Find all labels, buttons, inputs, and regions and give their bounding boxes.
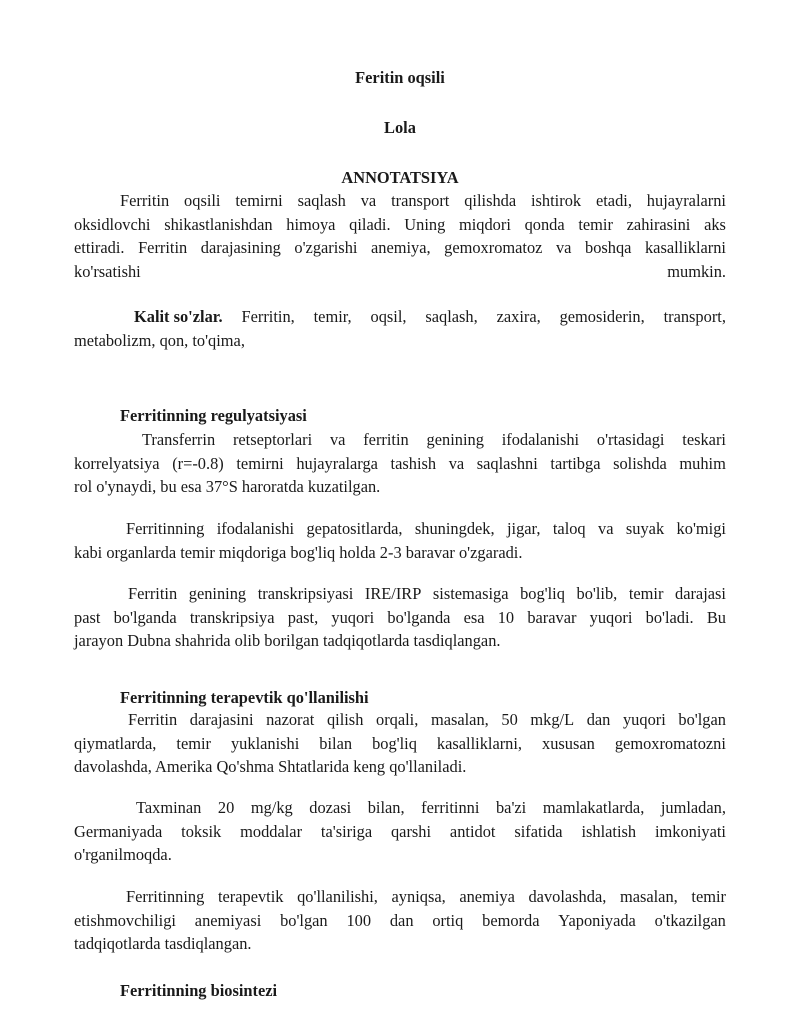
- word: qilish: [326, 710, 364, 729]
- word: esa: [463, 607, 485, 627]
- paragraph-line: tadqiqotlarda tasdiqlangan.: [74, 934, 252, 953]
- keywords-line: metabolizm, qon, to'qima,: [74, 330, 245, 350]
- word: genining: [188, 584, 247, 603]
- word: moddalar: [240, 821, 303, 841]
- word: imkoniyati: [654, 821, 726, 841]
- word: terapevtik: [217, 887, 284, 906]
- word: miqdori: [458, 214, 511, 234]
- word: gepatositlarda,: [306, 519, 403, 538]
- word: kasalliklarni,: [436, 733, 523, 753]
- word: davolashda,: [528, 887, 607, 906]
- paragraph-line: jarayon Dubna shahrida olib borilgan tadqiqotlarda tasdiqlangan.: [74, 631, 501, 650]
- word: hujayralarni: [646, 191, 726, 210]
- word: darajasining: [200, 238, 281, 257]
- word: jigar,: [506, 519, 541, 538]
- word: bo'lganda: [387, 607, 451, 627]
- word: ishtirok: [531, 191, 582, 210]
- paragraph-line: [74, 885, 726, 909]
- word: solishda: [613, 453, 667, 473]
- word: antidot: [449, 821, 496, 841]
- paragraph-line: [74, 796, 726, 820]
- keywords-paragraph: [74, 305, 726, 352]
- word: oqsili: [184, 191, 221, 210]
- word: bo'lgan: [280, 910, 328, 930]
- word: qarshi: [390, 821, 432, 841]
- word: dan: [586, 710, 611, 729]
- word: nazorat: [266, 710, 315, 729]
- word: bilan: [319, 733, 353, 753]
- word: Germaniyada: [74, 821, 163, 841]
- word: muhim: [679, 453, 726, 473]
- paragraph-line: [74, 213, 726, 237]
- word: ifodalanishi: [501, 430, 580, 449]
- word: va: [360, 191, 377, 210]
- paragraph-line: [74, 909, 726, 933]
- word: mkg/L: [530, 710, 575, 729]
- word: tartibga: [550, 453, 601, 473]
- word: qilishda: [464, 191, 517, 210]
- word: o'zgarishi: [294, 238, 358, 257]
- word: genining: [426, 430, 484, 449]
- word: darajasi: [675, 584, 726, 603]
- paragraph-line: [74, 582, 726, 606]
- word: boshqa: [585, 238, 632, 257]
- paragraph: [74, 428, 726, 499]
- word: ko'migi: [676, 519, 726, 538]
- word: yuqori: [589, 607, 633, 627]
- word: Ferritinning: [126, 519, 205, 538]
- word: temir: [578, 214, 613, 234]
- document-author: Lola: [384, 118, 416, 137]
- word: sifatida: [514, 821, 563, 841]
- word: mumkin.: [667, 261, 726, 281]
- keyword: transport,: [663, 307, 726, 326]
- word: va: [598, 519, 614, 538]
- paragraph-line: [74, 732, 726, 756]
- word: bo'lganda: [113, 607, 177, 627]
- keyword: saqlash,: [425, 307, 478, 326]
- word: toksik: [181, 821, 222, 841]
- word: gemoxromatoz: [444, 238, 543, 257]
- word: Ferritin: [128, 584, 178, 603]
- word: ayniqsa,: [391, 887, 446, 906]
- annotation-paragraph: [74, 189, 726, 283]
- word: o'rtasidagi: [596, 430, 665, 449]
- word: masalan,: [430, 710, 489, 729]
- word: shuningdek,: [414, 519, 495, 538]
- word: ko'rsatishi: [74, 261, 141, 281]
- word: darajasini: [189, 710, 254, 729]
- word: 20: [217, 798, 235, 817]
- paragraph-line: [74, 606, 726, 630]
- word: temir: [176, 733, 211, 753]
- word: temir: [628, 584, 664, 603]
- word: va: [555, 238, 572, 257]
- word: Transferrin: [142, 430, 216, 449]
- word: suyak: [625, 519, 665, 538]
- keyword: Ferritin,: [241, 307, 295, 326]
- word: va: [448, 453, 465, 473]
- paragraph-line: [74, 189, 726, 213]
- word: tashish: [390, 453, 437, 473]
- keyword: gemosiderin,: [559, 307, 645, 326]
- word: Ferritin: [120, 191, 170, 210]
- keyword: temir,: [313, 307, 352, 326]
- paragraph: [74, 517, 726, 564]
- paragraph-line: [74, 517, 726, 541]
- word: bo'lib,: [576, 584, 618, 603]
- paragraph: [74, 796, 726, 867]
- word: dozasi: [309, 798, 352, 817]
- annotation-heading: ANNOTATSIYA: [341, 168, 459, 187]
- paragraph-line: o'rganilmoqda.: [74, 845, 172, 864]
- word: temirni: [235, 191, 283, 210]
- paragraph-line: [74, 236, 726, 260]
- keywords-label: Kalit so'zlar.: [134, 307, 223, 326]
- section-heading-biosynthesis: Ferritinning biosintezi: [120, 981, 278, 1000]
- word: ba'zi: [495, 798, 527, 817]
- word: ishlatish: [581, 821, 637, 841]
- word: yuqori: [622, 710, 666, 729]
- word: Uning: [404, 214, 446, 234]
- word: etadi,: [595, 191, 632, 210]
- paragraph-line: [74, 708, 726, 732]
- paragraph: [74, 708, 726, 779]
- word: past: [74, 607, 101, 627]
- word: ortiq: [432, 910, 464, 930]
- word: transport: [391, 191, 450, 210]
- word: teskari: [682, 430, 726, 449]
- word: o'tkazilgan: [654, 910, 726, 930]
- word: transkripsiya: [189, 607, 275, 627]
- word: temir: [691, 887, 726, 906]
- word: IRE/IRP: [364, 584, 422, 603]
- paragraph-line: [74, 428, 726, 452]
- word: gemoxromatozni: [614, 733, 726, 753]
- word: bo'lgan: [678, 710, 726, 729]
- keyword: zaxira,: [496, 307, 541, 326]
- word: anemiya,: [370, 238, 431, 257]
- word: ferritinni: [421, 798, 480, 817]
- word: 50: [501, 710, 518, 729]
- word: mamlakatlarda,: [542, 798, 645, 817]
- word: oksidlovchi: [74, 214, 151, 234]
- word: masalan,: [619, 887, 678, 906]
- word: anemiyasi: [194, 910, 262, 930]
- word: jumladan,: [660, 798, 726, 817]
- word: transkripsiyasi: [257, 584, 354, 603]
- word: qiladi.: [349, 214, 391, 234]
- word: korrelyatsiya: [74, 453, 160, 473]
- paragraph-line: [74, 260, 726, 284]
- word: etishmovchiligi: [74, 910, 176, 930]
- word: aks: [704, 214, 726, 234]
- word: qonda: [524, 214, 565, 234]
- word: saqlash: [297, 191, 346, 210]
- document-title: Feritin oqsili: [355, 68, 445, 87]
- keyword: oqsil,: [370, 307, 407, 326]
- word: ifodalanishi: [216, 519, 295, 538]
- word: qiymatlarda,: [74, 733, 157, 753]
- paragraph-line: davolashda, Amerika Qo'shma Shtatlarida keng qo'llaniladi.: [74, 757, 467, 776]
- word: anemiya: [459, 887, 515, 906]
- word: bo'ladi.: [645, 607, 694, 627]
- word: sistemasiga: [432, 584, 509, 603]
- word: (r=-0.8): [172, 453, 224, 473]
- paragraph: [74, 582, 726, 653]
- word: ettiradi.: [74, 238, 125, 257]
- word: ferritin: [363, 430, 409, 449]
- word: xususan: [542, 733, 595, 753]
- word: 100: [346, 910, 372, 930]
- word: yuklanishi: [230, 733, 300, 753]
- word: bilan,: [367, 798, 405, 817]
- word: temirni: [236, 453, 284, 473]
- word: ta'siriga: [320, 821, 373, 841]
- word: saqlashni: [476, 453, 538, 473]
- word: zahirasini: [626, 214, 691, 234]
- word: Yaponiyada: [558, 910, 636, 930]
- word: orqali,: [376, 710, 419, 729]
- keywords-line: [74, 305, 726, 329]
- word: shikastlanishdan: [164, 214, 273, 234]
- section-heading-regulation: Ferritinning regulyatsiyasi: [120, 406, 307, 425]
- paragraph-line: [74, 452, 726, 476]
- word: dan: [389, 910, 414, 930]
- word: bog'liq: [372, 733, 417, 753]
- word: Ferritinning: [126, 887, 205, 906]
- word: baravar: [527, 607, 577, 627]
- word: mg/kg: [250, 798, 293, 817]
- word: taloq: [552, 519, 586, 538]
- paragraph-line: [74, 820, 726, 844]
- word: yuqori: [331, 607, 375, 627]
- word: hujayralarga: [296, 453, 378, 473]
- word: bog'liq: [520, 584, 565, 603]
- section-heading-therapeutic: Ferritinning terapevtik qo'llanilishi: [120, 688, 369, 707]
- word: bemorda: [482, 910, 540, 930]
- word: 10: [497, 607, 515, 627]
- word: Ferritin: [138, 238, 188, 257]
- word: himoya: [286, 214, 336, 234]
- word: qo'llanilishi,: [297, 887, 378, 906]
- word: kasalliklarni: [644, 238, 726, 257]
- word: Bu: [706, 607, 726, 627]
- paragraph: [74, 885, 726, 956]
- word: retseptorlari: [232, 430, 313, 449]
- word: va: [329, 430, 346, 449]
- paragraph-line: kabi organlarda temir miqdoriga bog'liq holda 2-3 baravar o'zgaradi.: [74, 542, 523, 562]
- paragraph-line: rol o'ynaydi, bu esa 37°S haroratda kuzatilgan.: [74, 477, 381, 496]
- word: Taxminan: [136, 798, 202, 817]
- word: Ferritin: [128, 710, 178, 729]
- word: past,: [287, 607, 319, 627]
